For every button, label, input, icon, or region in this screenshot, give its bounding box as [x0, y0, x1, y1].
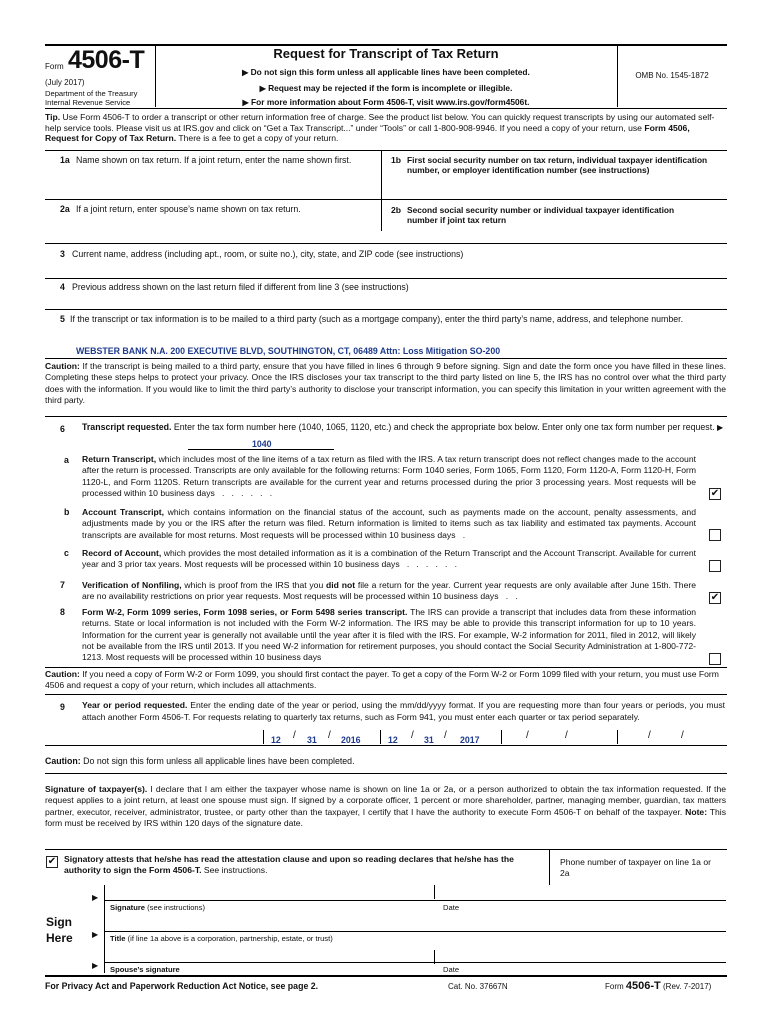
period-2-day[interactable]: 31 [424, 735, 434, 745]
line-3-label: Current name, address (including apt., room, or suite no.), city, state, and ZIP code (see instructions) [72, 249, 464, 259]
line-9-number: 9 [60, 702, 65, 712]
spouse-date-field[interactable] [436, 949, 548, 963]
line-3-field[interactable] [46, 261, 726, 277]
line-2b-number: 2b [391, 205, 402, 215]
instruction-1: ▶ Do not sign this form unless all applicable lines have been completed. [242, 67, 530, 77]
line-5-number: 5 [60, 314, 65, 324]
period-4-slash-2: / [681, 730, 684, 741]
attestation-checkbox[interactable]: ✔ [47, 856, 57, 867]
line-1b-field[interactable] [383, 178, 725, 198]
line-4-rule [45, 309, 727, 310]
line-1a-label: Name shown on tax return. If a joint return, enter the name shown first. [76, 155, 352, 165]
sign-arrow-1: ▶ [92, 893, 99, 902]
department: Department of the Treasury [45, 89, 138, 98]
signature-line [104, 900, 726, 901]
period-4-slash-1: / [648, 730, 651, 741]
line-9-text: Year or period requested. Enter the ending date of the year or period, using the mm/dd/yyyy format. If you are requesting more than four years or periods, you must attach another Form 4506-T. For requests relating to quarterly tax returns, such as Form 941, you must enter each quarter or tax period separately. [82, 700, 725, 722]
line-4-label: Previous address shown on the last return filed if different from line 3 (see instructions) [72, 282, 409, 292]
period-1-left-tick [263, 730, 264, 744]
line-5-rule [45, 358, 727, 359]
catalog-number: Cat. No. 37667N [448, 982, 508, 991]
line-2a-field[interactable] [46, 216, 380, 236]
line-6a-text: Return Transcript, which includes most of the line items of a tax return as filed with the IRS. A tax return transcript does not reflect changes made to the account after the return is processed. Transcripts are only available for the following returns: Form 1040 series, Form 1065, Form 1120, Form 1120-A, Form 1120-H, Form 1120-L, and Form 1120S. Return transcripts are available for the current year and returns processed during the prior 3 processing years. Most requests will be processed within 10 business days . . . . . . [82, 454, 696, 499]
date-1-caption: Date [443, 903, 460, 912]
signature-caption: Signature (see instructions) [110, 903, 205, 912]
title-line [104, 931, 726, 932]
line-7-number: 7 [60, 580, 65, 590]
line-6-number: 6 [60, 424, 65, 434]
line-3-number: 3 [60, 249, 65, 259]
period-2-month[interactable]: 12 [388, 735, 398, 745]
period-2-slash-1: / [411, 730, 414, 741]
privacy-notice: For Privacy Act and Paperwork Reduction Act Notice, see page 2. [45, 981, 319, 991]
line-1b-label: First social security number on tax return, individual taxpayer identification number, or employer identification number (see instructions) [407, 155, 708, 176]
caution-2-rule [45, 694, 727, 695]
w2-1099-transcript-checkbox[interactable] [709, 653, 721, 665]
period-1-month[interactable]: 12 [271, 735, 281, 745]
period-1-day[interactable]: 31 [307, 735, 317, 745]
period-1-slash-2: / [328, 730, 331, 741]
caution-do-not-sign: Caution: Do not sign this form unless all applicable lines have been completed. [45, 756, 355, 766]
return-transcript-checkbox[interactable]: ✔ [710, 488, 720, 499]
date-2-caption: Date [443, 965, 460, 974]
account-transcript-checkbox[interactable] [709, 529, 721, 541]
line-8-rule [45, 667, 727, 668]
tip-paragraph: Tip. Use Form 4506-T to order a transcript or other return information free of charge. See the product list below. You can quickly request transcripts by using our automated self-help service tools. Please visit us at IRS.gov and click on “Get a Tax Transcript...” under “Tools” or call 1-800-908-9946. If you need a copy of your return, use Form 4506, Request for Copy of Tax Return. There is a fee to get a copy of your return. [45, 112, 715, 144]
verification-of-nonfiling-checkbox[interactable]: ✔ [710, 592, 720, 603]
line-4-field[interactable] [46, 293, 726, 309]
form-title: Request for Transcript of Tax Return [273, 46, 499, 61]
spouse-signature-line [104, 962, 726, 963]
sign-label: Sign [46, 915, 72, 929]
line-2b-label: Second social security number or individual taxpayer identification number if joint tax return [407, 205, 675, 226]
line-5-label: If the transcript or tax information is to be mailed to a third party (such as a mortgage company), enter the third party’s name, address, and telephone number. [70, 314, 684, 324]
line-5-value[interactable]: WEBSTER BANK N.A. 200 EXECUTIVE BLVD, SOUTHINGTON, CT, 06489 Attn: Loss Mitigation SO-200 [76, 346, 501, 356]
service: Internal Revenue Service [45, 98, 131, 107]
line-4-number: 4 [60, 282, 65, 292]
phone-field[interactable] [552, 885, 726, 899]
form-word: Form [45, 62, 64, 71]
caution-3-rule [45, 773, 727, 774]
caution-w2-copy: Caution: If you need a copy of Form W-2 or Form 1099, you should first contact the payer. To get a copy of the Form W-2 or Form 1099 filed with your return, you must use Form 4506 and request a copy of your return, which includes all attachments. [45, 669, 719, 691]
line-1a-number: 1a [60, 155, 70, 165]
date-1-tick [434, 885, 435, 899]
line-8-text: Form W-2, Form 1099 series, Form 1098 series, or Form 5498 series transcript. The IRS can provide a transcript that includes data from these information returns. State or local information is not included with the Form W-2 information. The IRS may be able to provide this transcript information for up to 10 years. Information for the current year is generally not available until the year after it is filed with the IRS. For example, W-2 information for 2011, filed in 2012, will likely not be available from the IRS until 2013. If you need W-2 information for retirement purposes, you should contact the Social Security Administration at 1-800-772-1213. Most requests will be processed within 10 business days [82, 607, 697, 663]
line-6-label: Transcript requested. Enter the tax form number here (1040, 1065, 1120, etc.) and check the appropriate box below. Enter only one tax form number per request. ▶ [82, 422, 724, 432]
period-3-slash-2: / [565, 730, 568, 741]
period-2-year[interactable]: 2017 [460, 735, 480, 745]
caution-third-party: Caution: If the transcript is being mailed to a third party, ensure that you have filled in lines 6 through 9 before signing. Sign and date the form once you have filled in these lines. Completing these steps helps to protect your privacy. Once the IRS discloses your tax transcript to the third party listed on line 5, the IRS has no control over what the third party does with the information. If you would like to limit the third party’s authority to disclose your transcript information, you can specify this limitation in your written agreement with the third party. [45, 361, 726, 405]
attestation-text: Signatory attests that he/she has read the attestation clause and upon so reading declares that he/she has the authority to sign the Form 4506-T. See instructions. [64, 854, 514, 876]
line-1a-field[interactable] [46, 178, 380, 198]
line-9-rule [45, 745, 727, 746]
line-6b-letter: b [64, 507, 70, 517]
tip-rule [45, 150, 727, 151]
line-1-rule [45, 199, 727, 200]
phone-divider [549, 849, 550, 885]
line-1b-number: 1b [391, 155, 402, 165]
period-1-year[interactable]: 2016 [341, 735, 361, 745]
spouse-signature-field[interactable] [106, 949, 434, 963]
period-1-slash-1: / [293, 730, 296, 741]
period-3-slash-1: / [526, 730, 529, 741]
header-bottom-rule [45, 108, 727, 109]
period-3-left-tick [501, 730, 502, 744]
line-6c-text: Record of Account, which provides the most detailed information as it is a combination of the Return Transcript and the Account Transcript. Available for current year and 3 prior tax years. Most requests will be processed within 10 business days . . . . . . [82, 548, 696, 570]
line-2-rule [45, 243, 727, 244]
form-number: 4506-T [68, 46, 145, 74]
instruction-2: ▶ Request may be rejected if the form is incomplete or illegible. [259, 83, 513, 93]
line-8-number: 8 [60, 607, 65, 617]
signature-date-field[interactable] [436, 885, 548, 899]
signature-declaration: Signature of taxpayer(s). I declare that I am either the taxpayer whose name is shown on line 1a or 2a, or a person authorized to obtain the tax information requested. If the request applies to a joint return, at least one spouse must sign. If signed by a corporate officer, 1 percent or more shareholder, partner, managing member, guardian, tax matters partner, executor, receiver, administrator, trustee, or party other than the taxpayer, I certify that I have the authority to execute Form 4506-T on behalf of the taxpayer. Note: This form must be received by IRS within 120 days of the signature date. [45, 784, 727, 829]
line-6b-text: Account Transcript, which contains information on the financial status of the account, such as payments made on the account, penalty assessments, and adjustments made by you or the IRS after the return was filed. Return information is limited to items such as tax liability and estimated tax payments. Account transcripts are available for most returns. Most requests will be processed within 10 business days . [82, 507, 696, 540]
taxpayer-signature-field[interactable] [106, 885, 434, 899]
line-7-text: Verification of Nonfiling, which is proof from the IRS that you did not file a return for the year. Current year requests are only available after June 15th. There are no availability restrictions on prior year requests. Most requests will be processed within 10 business days . . [82, 580, 696, 602]
line-6-form-number-value[interactable]: 1040 [252, 439, 272, 449]
title-field[interactable] [106, 918, 726, 932]
line-2b-field[interactable] [383, 226, 725, 242]
declaration-rule [45, 849, 727, 850]
sign-arrow-3: ▶ [92, 961, 99, 970]
sign-arrow-2: ▶ [92, 930, 99, 939]
instruction-3: ▶ For more information about Form 4506-T, visit www.irs.gov/form4506t. [242, 97, 530, 107]
footer-rule [45, 975, 727, 977]
omb-number: OMB No. 1545-1872 [635, 71, 709, 80]
period-2-slash-2: / [444, 730, 447, 741]
title-caption: Title (if line 1a above is a corporation, partnership, estate, or trust) [110, 934, 333, 943]
here-label: Here [46, 931, 73, 945]
line-3-rule [45, 278, 727, 279]
period-4-left-tick [617, 730, 618, 744]
line-2a-label: If a joint return, enter spouse’s name shown on tax return. [76, 204, 301, 214]
line-6a-letter: a [64, 455, 69, 465]
period-2-left-tick [380, 730, 381, 744]
caution-1-rule [45, 416, 727, 417]
line-2a-number: 2a [60, 204, 70, 214]
line-1-divider [381, 150, 382, 231]
phone-label: Phone number of taxpayer on line 1a or 2a [560, 857, 711, 878]
sign-block-divider [104, 885, 105, 973]
record-of-account-checkbox[interactable] [709, 560, 721, 572]
footer-form-label: Form 4506-T (Rev. 7-2017) [605, 980, 712, 992]
form-date: (July 2017) [45, 78, 85, 87]
line-6c-letter: c [64, 548, 69, 558]
spouse-caption: Spouse’s signature [110, 965, 180, 974]
